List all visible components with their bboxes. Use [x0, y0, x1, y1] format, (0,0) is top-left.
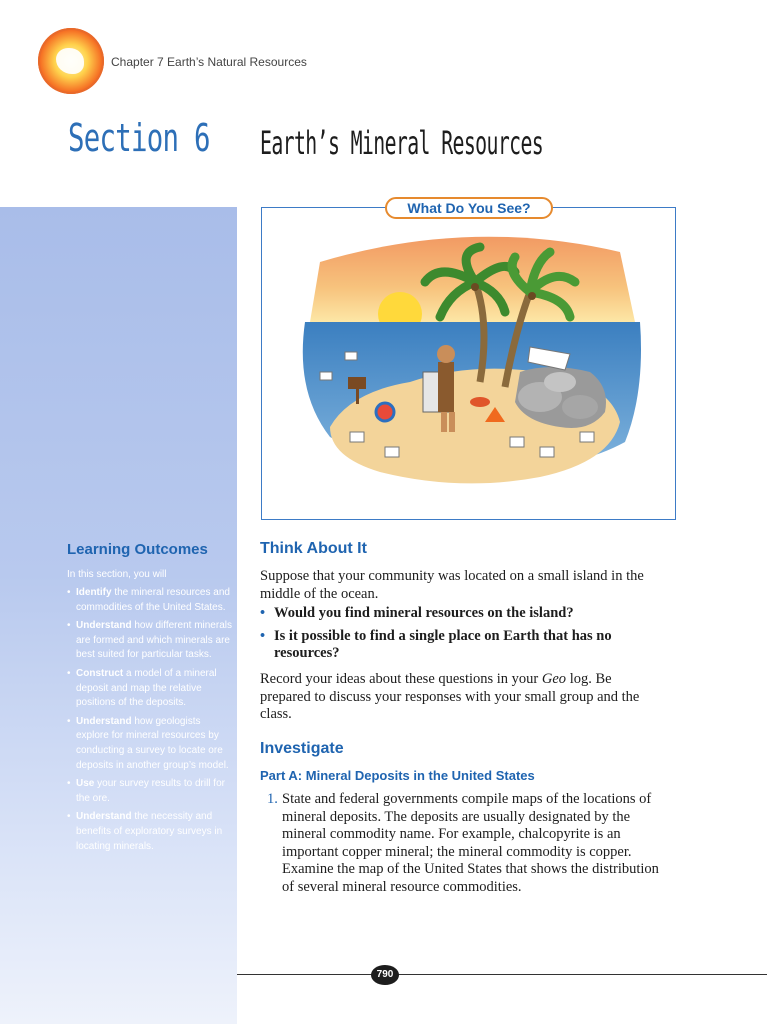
step-number: 1.	[267, 791, 278, 807]
outcome-item: • Understand how geologists explore for mineral resources by conducting a survey to locate ore deposits in another group’s model.	[67, 715, 229, 771]
question-list	[260, 605, 660, 668]
think-about-it-heading: Think About It	[260, 540, 367, 557]
page-number: 790	[371, 965, 399, 985]
outcome-item: • Construct a model of a mineral deposit and map the relative positions of the deposits.	[67, 667, 217, 709]
question-item: • Would you find mineral resources on the island?	[260, 605, 574, 621]
step-text: State and federal governments compile maps of the locations of mineral deposits. The deposits are usually designated by the mineral commodity name. For example, chalcopyrite is an important copper mineral; the mineral commodity is copper. Examine the map of the United States that shows the distribution of several mineral resource commodities.	[282, 791, 659, 895]
section-number: Section 6	[68, 116, 210, 160]
outcome-item: • Understand the necessity and benefits of exploratory surveys in locating minerals.	[67, 811, 223, 852]
think-about-it-intro: Suppose that your community was located on a small island in the middle of the ocean.	[260, 568, 644, 602]
learning-outcomes-title: Learning Outcomes	[67, 541, 208, 558]
learning-outcomes-intro: In this section, you will	[67, 569, 167, 580]
part-a-heading: Part A: Mineral Deposits in the United States	[260, 768, 535, 783]
investigate-heading: Investigate	[260, 740, 344, 757]
question-item: • Is it possible to find a single place on Earth that has no resources?	[260, 627, 612, 661]
section-title: Earth’s Mineral Resources	[260, 124, 544, 162]
investigate-step-1	[260, 791, 670, 896]
island-illustration	[290, 222, 650, 507]
record-ideas-paragraph: Record your ideas about these questions in your Geo log. Be prepared to discuss your responses with your small group and the class.	[260, 671, 640, 722]
footer-rule	[237, 974, 767, 975]
outcome-item: • Use your survey results to drill for the ore.	[67, 778, 225, 804]
outcome-item: • Understand how different minerals are formed and which minerals are best suited for particular tasks.	[67, 620, 232, 661]
chapter-heading: Chapter 7 Earth’s Natural Resources	[111, 55, 307, 69]
what-do-you-see-label: What Do You See?	[385, 197, 553, 219]
outcome-item: • Identify the mineral resources and commodities of the United States.	[67, 587, 230, 613]
chapter-sun-icon	[38, 28, 104, 94]
learning-outcomes-list	[67, 586, 232, 858]
